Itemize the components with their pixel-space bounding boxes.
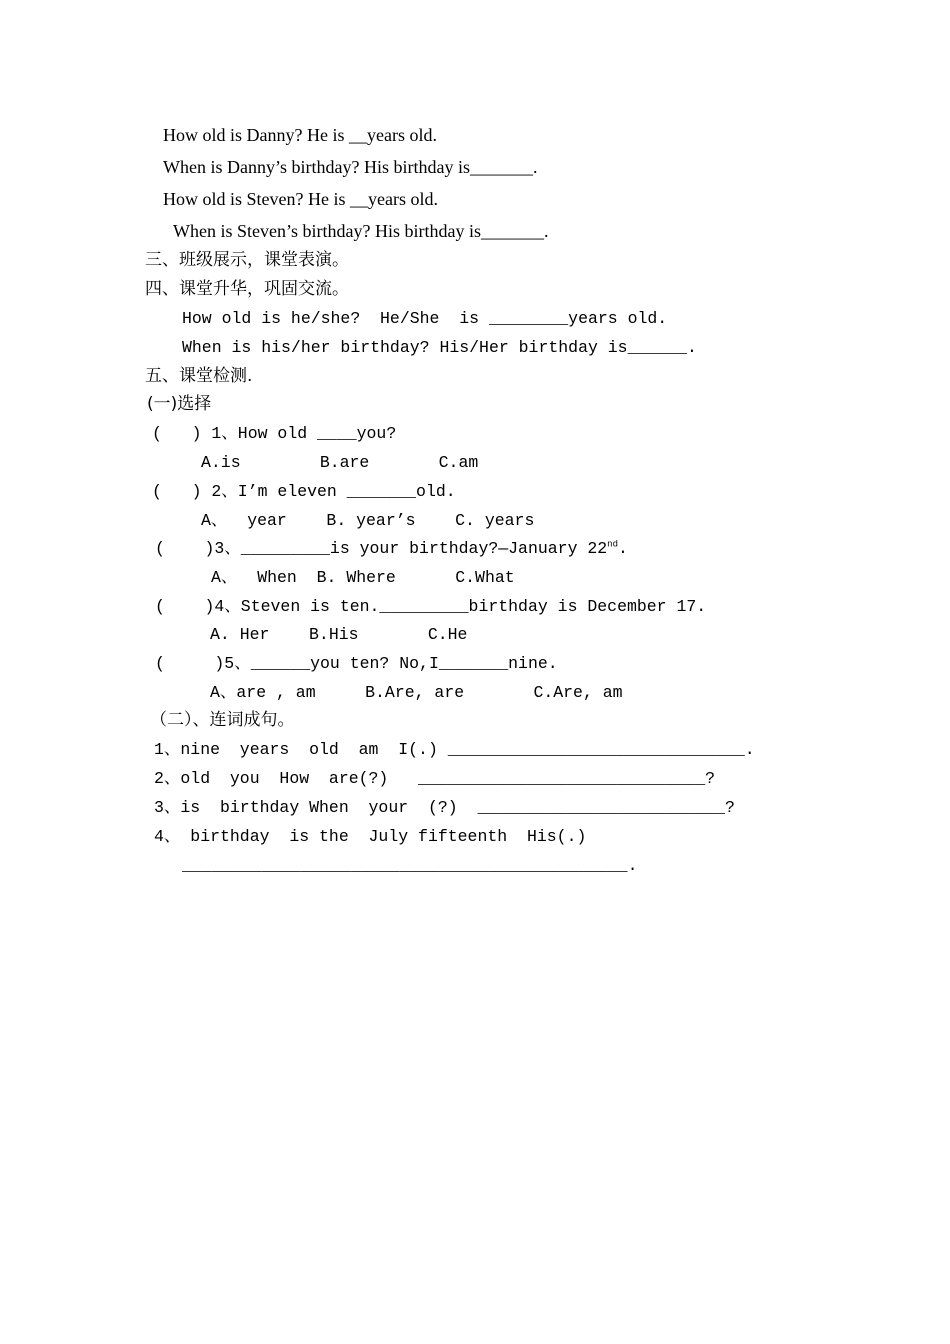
mc-question-5: ( )5、______you ten? No,I_______nine. — [155, 654, 558, 673]
reorder-item-2: 2、old you How are(?) _____________________________? — [154, 769, 716, 788]
mc-options-3: A、 When B. Where C.What — [211, 568, 515, 587]
reorder-item-3: 3、is birthday When your (?) _________________________? — [154, 798, 735, 817]
reorder-answer-line-4: _____________________________________________. — [182, 856, 638, 875]
mc-options-4: A. Her B.His C.He — [210, 625, 468, 644]
mc-question-4: ( )4、Steven is ten._________birthday is December 17. — [155, 597, 707, 616]
mc-question-1: ( ) 1、How old ____you? — [152, 424, 397, 443]
reorder-item-4: 4、 birthday is the July fifteenth His(.) — [154, 827, 587, 846]
intro-question-3: How old is Steven? He is __years old. — [163, 189, 438, 209]
part-2-title: （二）、连词成句。 — [150, 710, 295, 730]
section-3-heading: 三、班级展示，课堂表演。 — [145, 250, 349, 270]
mc-question-3: ( )3、_________is your birthday?—January 22nd. — [155, 539, 628, 558]
reorder-item-1: 1、nine years old am I(.) ______________________________. — [154, 740, 755, 759]
intro-question-1: How old is Danny? He is __years old. — [163, 125, 437, 145]
intro-question-4: When is Steven’s birthday? His birthday is_______. — [173, 221, 549, 241]
mc-question-2: ( ) 2、I’m eleven _______old. — [152, 482, 456, 501]
section-4-line-2: When is his/her birthday? His/Her birthday is______. — [182, 338, 697, 357]
mc-options-1: A.is B.are C.am — [201, 453, 479, 472]
section-4-line-1: How old is he/she? He/She is ________years old. — [182, 309, 668, 328]
mc-options-2: A、 year B. year’s C. years — [201, 511, 535, 530]
section-4-heading: 四、课堂升华，巩固交流。 — [145, 279, 349, 299]
ordinal-suffix: nd — [607, 539, 618, 550]
mc-options-5: A、are , am B.Are, are C.Are, am — [210, 683, 623, 702]
part-1-title: (一)选择 — [147, 394, 212, 414]
intro-question-2: When is Danny’s birthday? His birthday is_______. — [163, 157, 538, 177]
section-5-heading: 五、课堂检测. — [145, 366, 253, 386]
